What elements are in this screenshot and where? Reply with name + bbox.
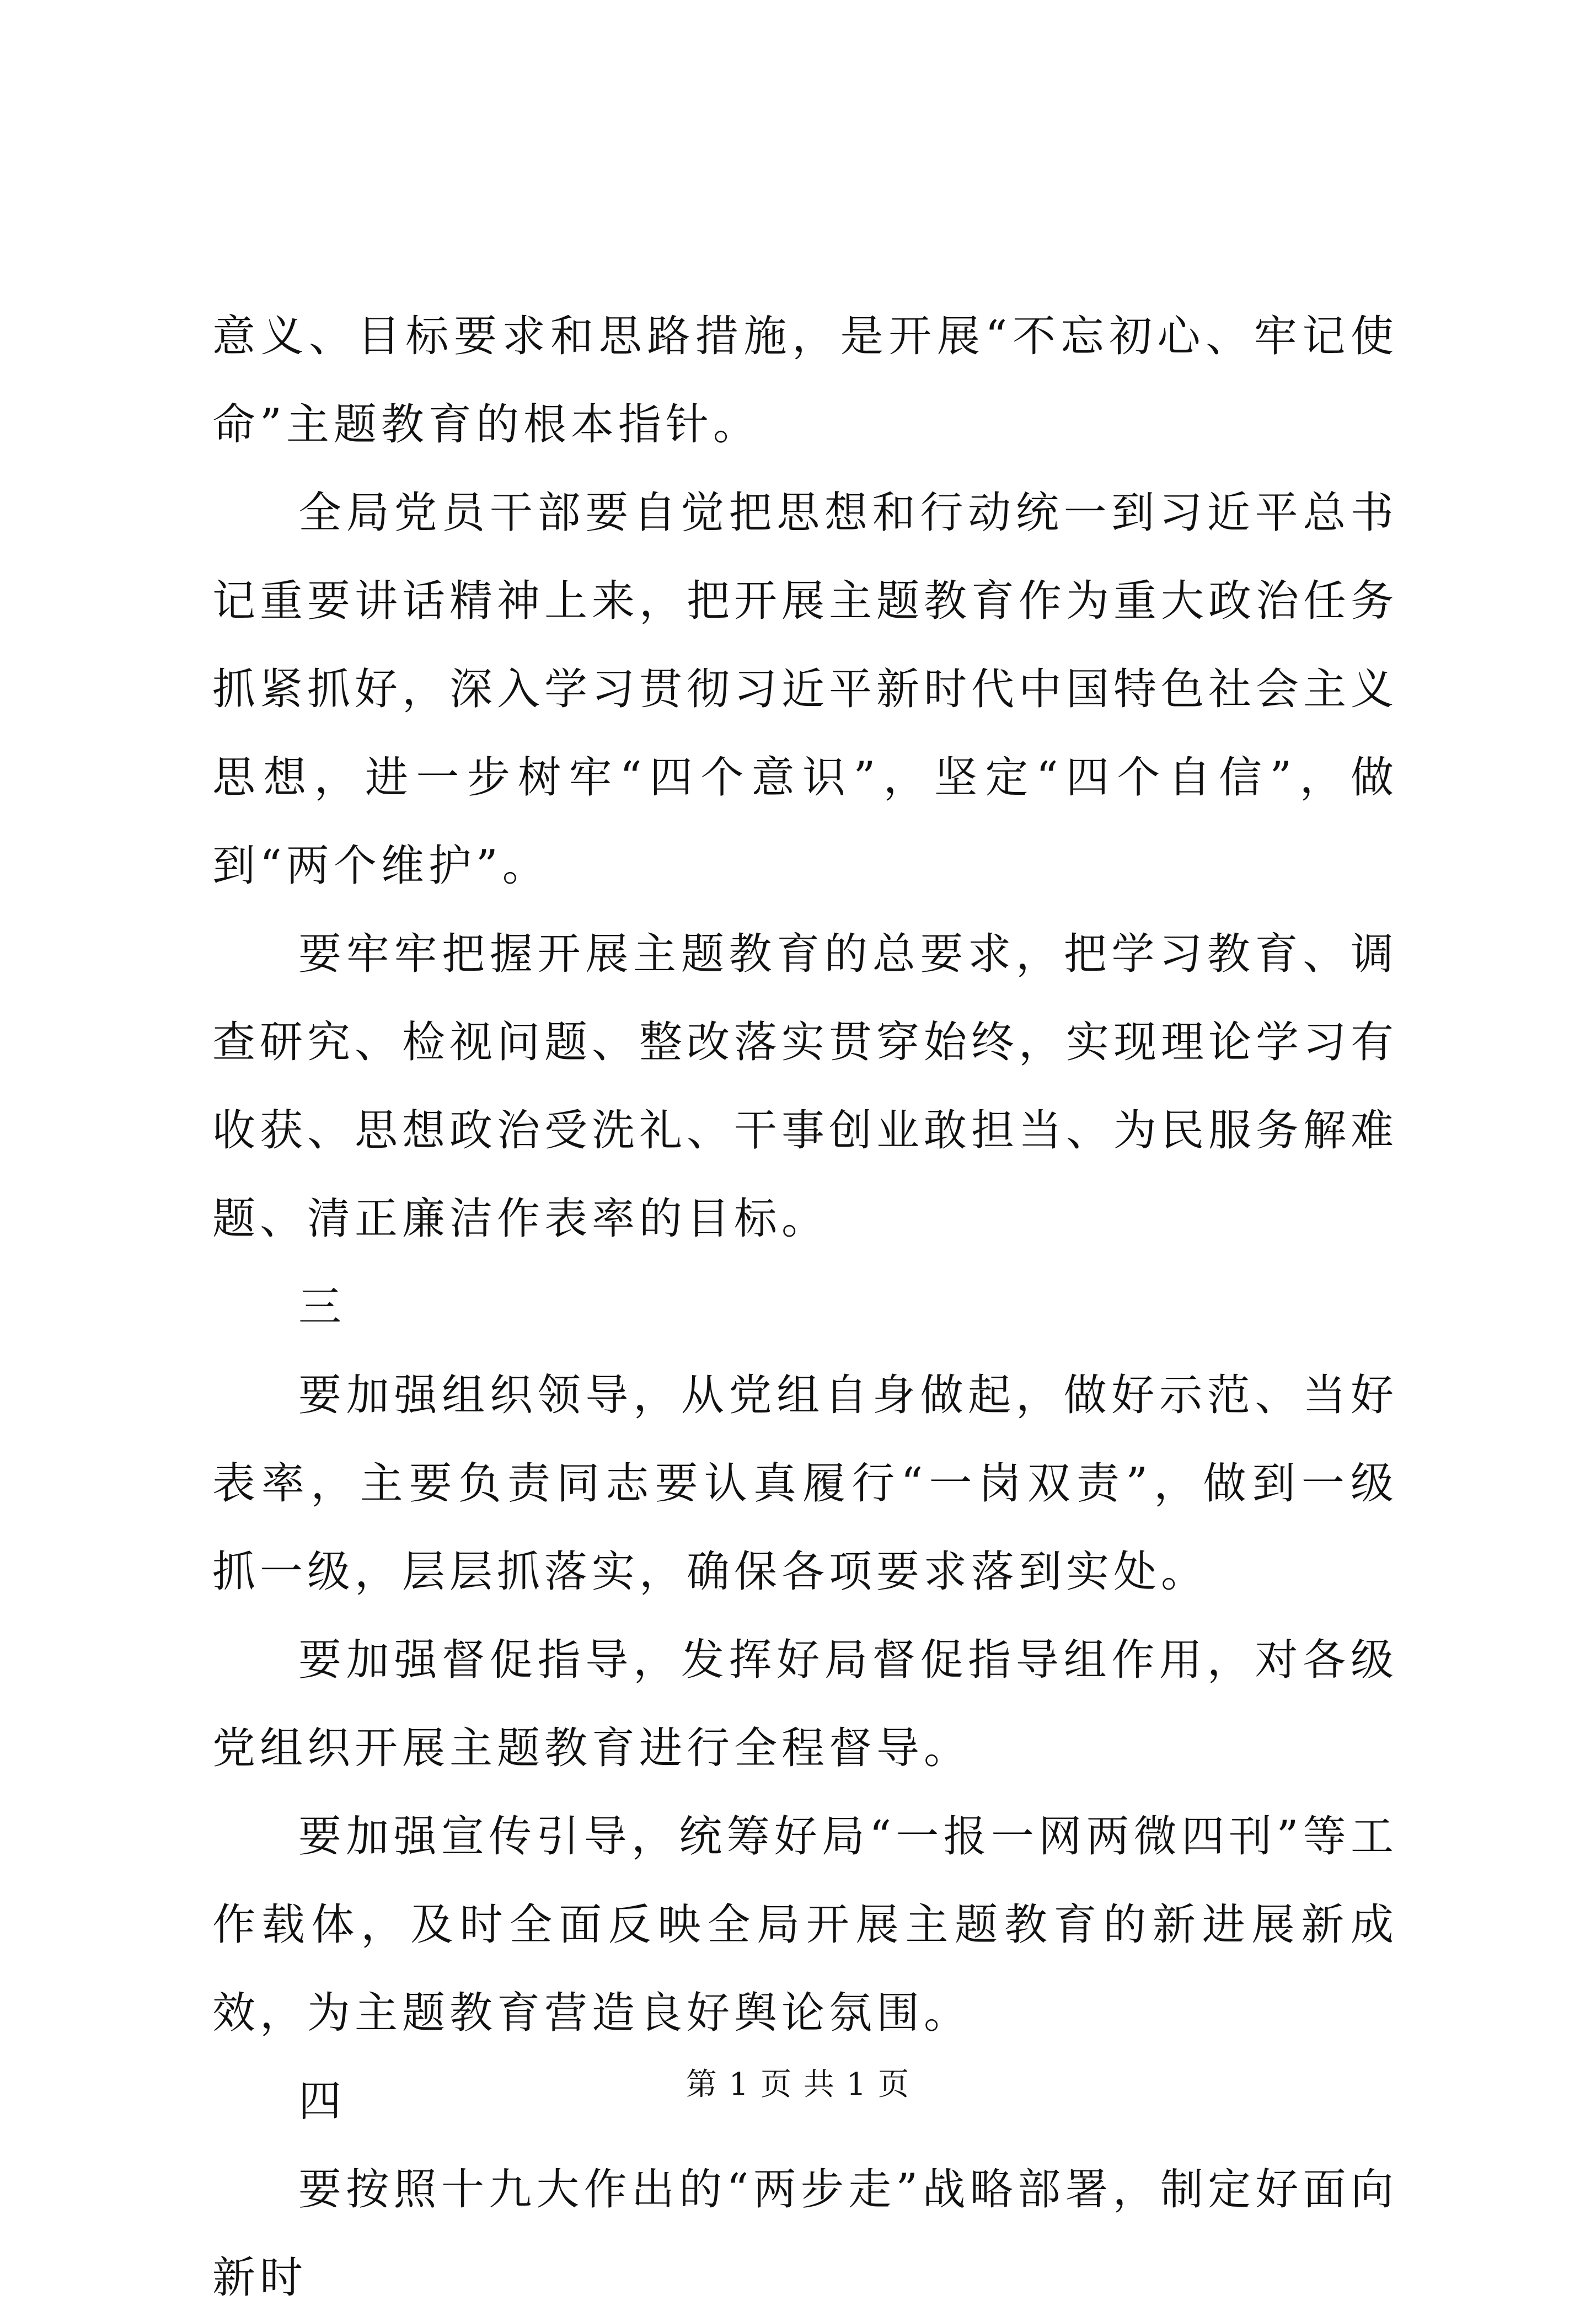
- paragraph-6: 要加强宣传引导，统筹好局“一报一网两微四刊”等工作载体，及时全面反映全局开展主题教育的新进展新成效，为主题教育营造良好舆论氛围。: [212, 1812, 1398, 2038]
- paragraph-2: 全局党员干部要自觉把思想和行动统一到习近平总书记重要讲话精神上来，把开展主题教育作为重大政治任务抓紧抓好，深入学习贯彻习近平新时代中国特色社会主义思想，进一步树牢“四个意识”，坚定“四个自信”，做到“两个维护”。: [212, 488, 1399, 891]
- section-heading-four: 四: [298, 2077, 346, 2126]
- paragraph-7: 要按照十九大作出的“两步走”战略部署，制定好面向新时: [212, 2165, 1398, 2303]
- document-body: [212, 292, 1398, 2322]
- section-heading-three: 三: [298, 1282, 346, 1332]
- page-footer: 第 1 页 共 1 页: [685, 2067, 911, 2102]
- paragraph-5: 要加强督促指导，发挥好局督促指导组作用，对各级党组织开展主题教育进行全程督导。: [212, 1635, 1398, 1773]
- paragraph-4: 要加强组织领导，从党组自身做起，做好示范、当好表率，主要负责同志要认真履行“一岗双责”，做到一级抓一级，层层抓落实，确保各项要求落到实处。: [212, 1371, 1398, 1597]
- paragraph-3: 要牢牢把握开展主题教育的总要求，把学习教育、调查研究、检视问题、整改落实贯穿始终，实现理论学习有收获、思想政治受洗礼、干事创业敢担当、为民服务解难题、清正廉洁作表率的目标。: [212, 929, 1399, 1244]
- paragraph-1: 意义、目标要求和思路措施，是开展“不忘初心、牢记使命”主题教育的根本指针。: [212, 312, 1398, 450]
